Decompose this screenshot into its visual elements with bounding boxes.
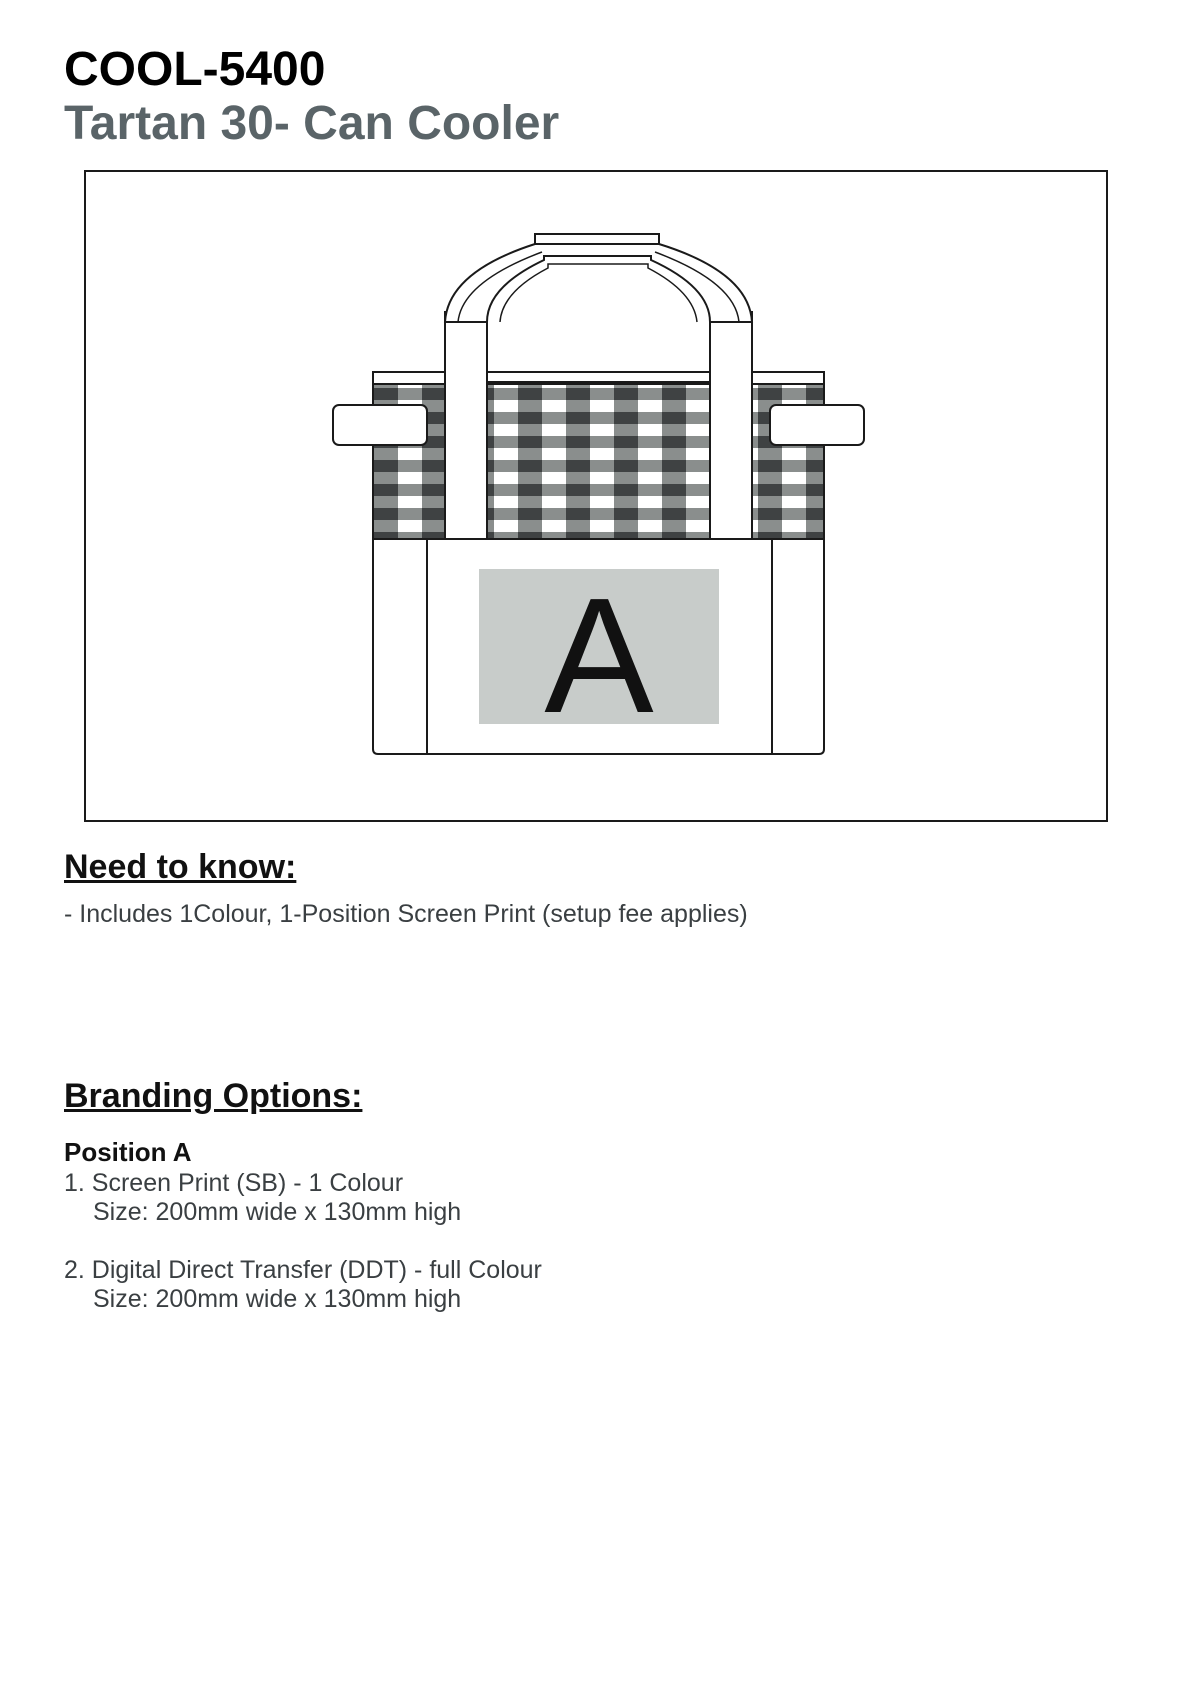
product-illustration-frame [84, 170, 1108, 822]
product-code: COOL-5400 [64, 43, 326, 96]
cooler-bag-illustration [86, 172, 1110, 824]
branding-option-size: Size: 200mm wide x 130mm high [93, 1198, 462, 1226]
side-handle-left [333, 405, 427, 445]
tartan-panel [373, 382, 824, 539]
branding-options-heading: Branding Options: [64, 1077, 363, 1115]
handle-strap-left [445, 312, 487, 539]
need-to-know-heading: Need to know: [64, 848, 297, 886]
position-a-title: Position A [64, 1137, 192, 1167]
handle-arch [445, 234, 752, 322]
product-name: Tartan 30- Can Cooler [64, 97, 560, 150]
position-marker: A [544, 564, 654, 747]
need-to-know-item: - Includes 1Colour, 1-Position Screen Print (setup fee applies) [64, 900, 748, 928]
side-handle-right [770, 405, 864, 445]
handle-strap-right [710, 312, 752, 539]
branding-option-name: 2. Digital Direct Transfer (DDT) - full Colour [64, 1256, 542, 1284]
branding-option-name: 1. Screen Print (SB) - 1 Colour [64, 1169, 404, 1197]
branding-option-size: Size: 200mm wide x 130mm high [93, 1285, 462, 1313]
